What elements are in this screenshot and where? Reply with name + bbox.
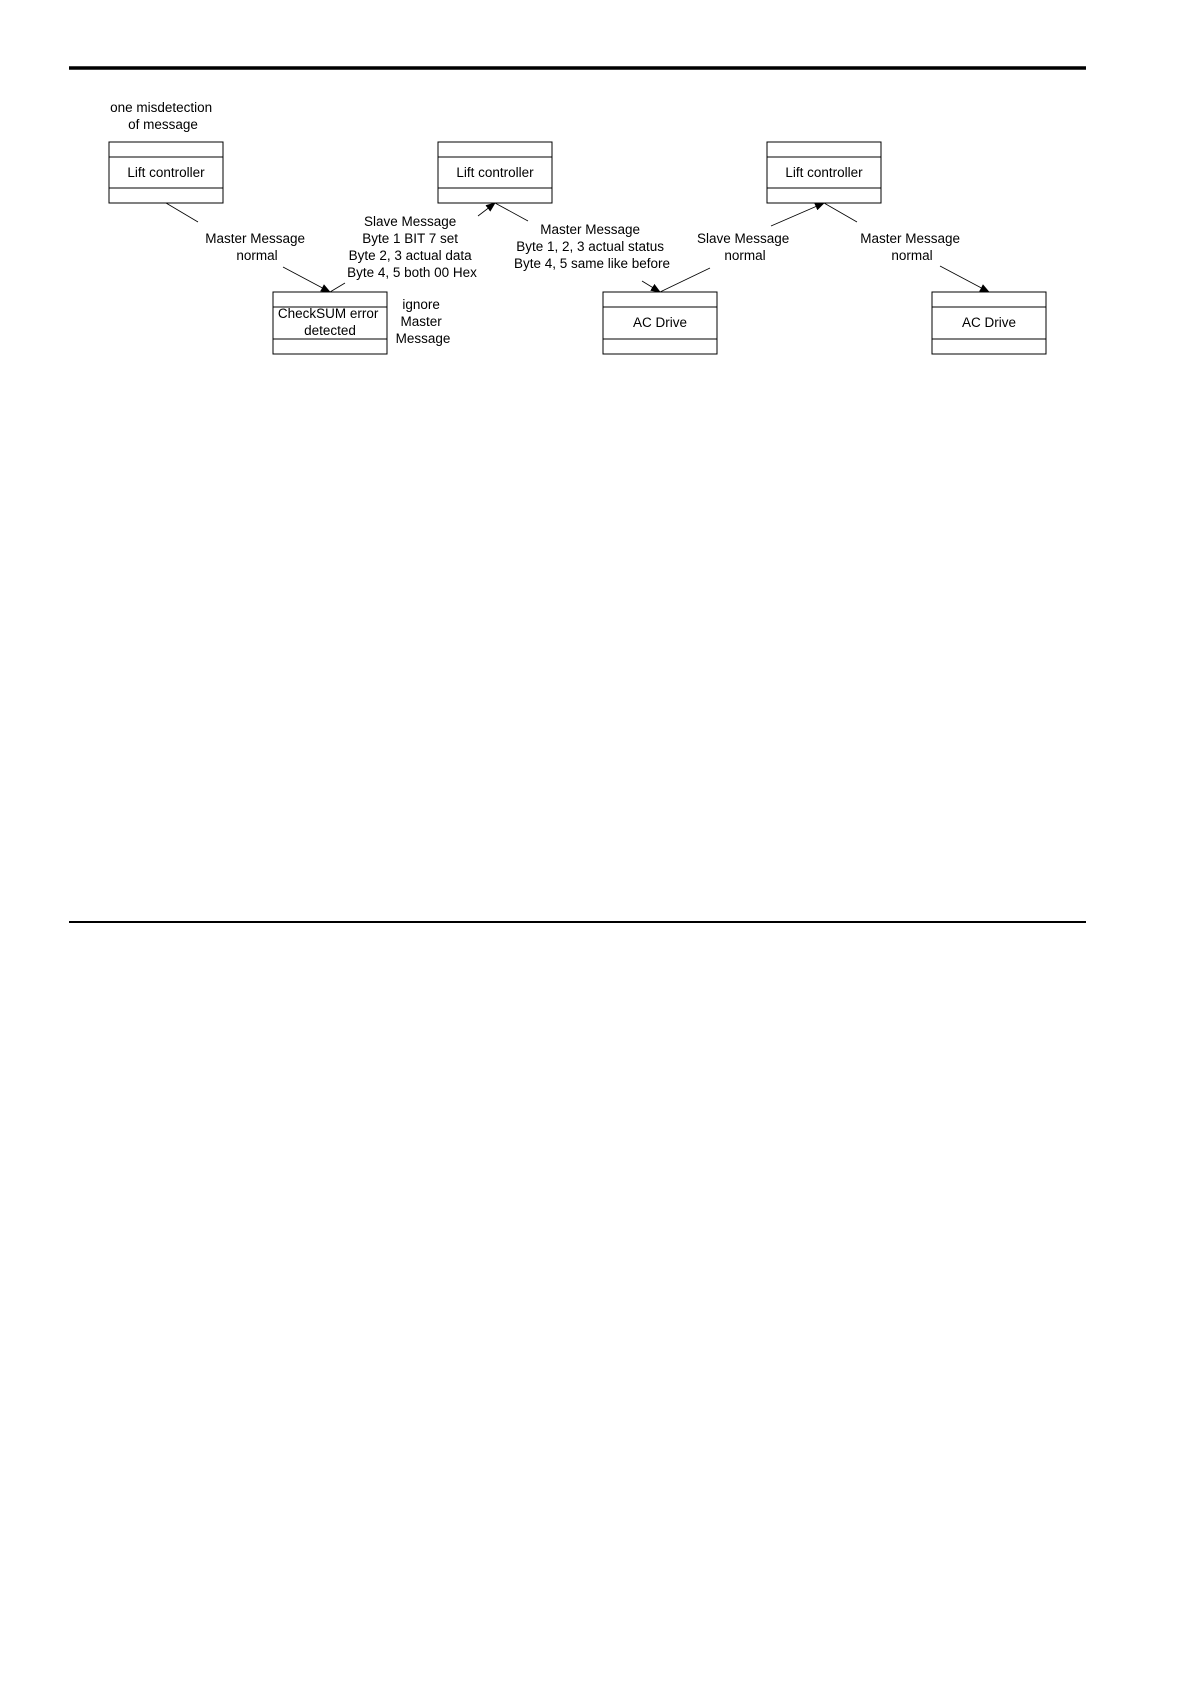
master-message-label: Master Message normal: [205, 231, 306, 263]
ignore-master-message-annotation: ignore Master Message: [395, 297, 451, 346]
master-message-arrow-2: [495, 203, 670, 292]
ac-drive-label: AC Drive: [632, 315, 688, 330]
lift-controller-label: Lift controller: [456, 165, 534, 180]
master-message-arrow-3: [824, 203, 989, 292]
lift-controller-box-2: [438, 142, 552, 203]
checksum-error-box: [273, 292, 387, 354]
ac-drive-box-2: [932, 292, 1046, 354]
lift-controller-label: Lift controller: [127, 165, 205, 180]
master-message-label: Master Message Byte 1, 2, 3 actual status Byte 4, 5 same like before: [513, 222, 671, 271]
master-message-label: Master Message normal: [860, 231, 961, 263]
slave-message-label: Slave Message normal: [696, 231, 790, 263]
slave-message-label: Slave Message Byte 1 BIT 7 set Byte 2, 3 actual data Byte 4, 5 both 00 Hex: [347, 214, 477, 280]
master-message-arrow-1: [166, 203, 330, 292]
lift-controller-box-3: [767, 142, 881, 203]
checksum-error-label: CheckSUM error detected: [277, 306, 379, 338]
slave-message-arrow-1: [330, 203, 495, 292]
lift-controller-box-1: [109, 142, 223, 203]
lift-controller-label: Lift controller: [785, 165, 863, 180]
slave-message-arrow-2: [660, 203, 824, 292]
ac-drive-label: AC Drive: [961, 315, 1017, 330]
ac-drive-box-1: [603, 292, 717, 354]
misdetection-annotation: one misdetection of message: [110, 100, 213, 132]
